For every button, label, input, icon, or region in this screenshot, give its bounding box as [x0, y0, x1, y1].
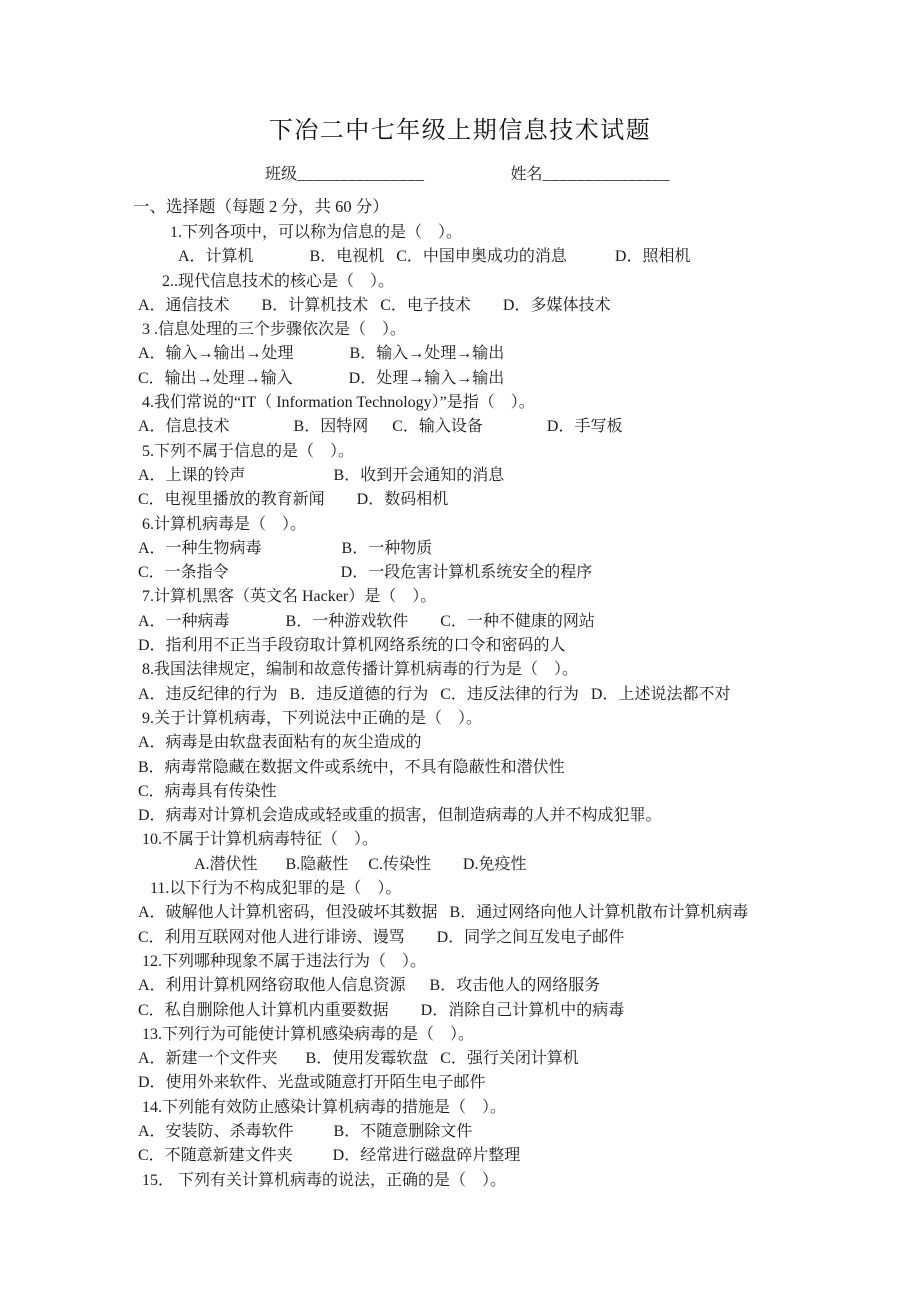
question-stem: 1.下列各项中，可以称为信息的是（ ）。	[138, 224, 463, 241]
name-blank: _______________	[542, 166, 671, 183]
option-line: C．利用互联网对他人进行诽谤、谩骂 D．同学之间互发电子邮件	[138, 928, 625, 946]
class-blank: _______________	[297, 166, 425, 183]
question-stem: 2..现代信息技术的核心是（ ）。	[138, 272, 395, 290]
question-stem: 8.我国法律规定，编制和故意传播计算机病毒的行为是（ ）。	[138, 661, 579, 679]
option-line: A．安装防、杀毒软件 B．不随意删除文件	[138, 1122, 473, 1140]
option-line: C．电视里播放的教育新闻 D．数码相机	[138, 491, 449, 509]
name-field	[511, 161, 671, 184]
option-line: A．上课的铃声 B．收到开会通知的消息	[138, 466, 505, 484]
class-field	[265, 161, 425, 184]
option-line: A．通信技术 B．计算机技术 C．电子技术 D．多媒体技术	[138, 296, 611, 314]
option-line: D．指利用不正当手段窃取计算机网络系统的口令和密码的人	[138, 637, 566, 655]
question-stem: 13.下列行为可能使计算机感染病毒的是（ ）。	[138, 1025, 475, 1043]
question-stem: 4.我们常说的“IT（ Information Technology）”是指（ ）。	[138, 394, 535, 412]
option-line: A．新建一个文件夹 B．使用发霉软盘 C．强行关闭计算机	[138, 1050, 579, 1068]
option-line: C．不随意新建文件夹 D．经常进行磁盘碎片整理	[138, 1147, 521, 1165]
option-line: A．病毒是由软盘表面粘有的灰尘造成的	[138, 734, 422, 752]
question-stem: 15． 下列有关计算机病毒的说法，正确的是（ ）。	[138, 1171, 507, 1189]
header-fields	[265, 161, 920, 184]
option-line: A．输入→输出→处理 B．输入→处理→输出	[138, 345, 505, 363]
question-stem: 5.下列不属于信息的是（ ）。	[138, 442, 355, 460]
option-line: A．利用计算机网络窃取他人信息资源 B．攻击他人的网络服务	[138, 977, 601, 995]
question-stem: 10.不属于计算机病毒特征（ ）。	[138, 831, 379, 849]
option-line: C．私自删除他人计算机内重要数据 D．消除自己计算机中的病毒	[138, 1001, 625, 1019]
question-stem: 11.以下行为不构成犯罪的是（ ）。	[138, 880, 402, 898]
section-heading: 一、选择题（每题 2 分，共 60 分）	[133, 197, 389, 216]
option-line: C．病毒具有传染性	[138, 782, 277, 800]
option-line: A．信息技术 B．因特网 C．输入设备 D．手写板	[138, 418, 623, 436]
option-line: C．一条指令 D．一段危害计算机系统安全的程序	[138, 564, 593, 582]
question-stem: 6.计算机病毒是（ ）。	[138, 515, 307, 533]
question-stem: 12.下列哪种现象不属于违法行为（ ）。	[138, 952, 427, 970]
option-line: D．使用外来软件、光盘或随意打开陌生电子邮件	[138, 1074, 486, 1092]
option-line: A．计算机 B．电视机 C．中国申奥成功的消息 D．照相机	[138, 248, 691, 266]
option-line: A.潜伏性 B.隐蔽性 C.传染性 D.免疫性	[138, 855, 527, 873]
question-stem: 14.下列能有效防止感染计算机病毒的措施是（ ）。	[138, 1098, 507, 1116]
option-line: A．一种病毒 B．一种游戏软件 C．一种不健康的网站	[138, 612, 595, 630]
class-label: 班级	[265, 166, 298, 183]
option-line: B．病毒常隐藏在数据文件或系统中，不具有隐蔽性和潜伏性	[138, 758, 565, 776]
question-stem: 3 .信息处理的三个步骤依次是（ ）。	[138, 321, 407, 339]
name-label: 姓名	[510, 166, 543, 183]
option-line: A．违反纪律的行为 B．违反道德的行为 C．违反法律的行为 D．上述说法都不对	[138, 685, 731, 703]
question-list	[138, 221, 878, 1193]
option-line: C．输出→处理→输入 D．处理→输入→输出	[138, 369, 505, 387]
question-stem: 9.关于计算机病毒，下列说法中正确的是（ ）。	[138, 709, 483, 727]
option-line: D．病毒对计算机会造成或轻或重的损害，但制造病毒的人并不构成犯罪。	[138, 807, 662, 825]
question-stem: 7.计算机黑客（英文名 Hacker）是（ ）。	[138, 588, 437, 606]
option-line: A．破解他人计算机密码，但没破坏其数据 B．通过网络向他人计算机散布计算机病毒	[138, 904, 749, 922]
page-title: 下冶二中七年级上期信息技术试题	[268, 118, 652, 144]
option-line: A．一种生物病毒 B．一种物质	[138, 539, 433, 557]
